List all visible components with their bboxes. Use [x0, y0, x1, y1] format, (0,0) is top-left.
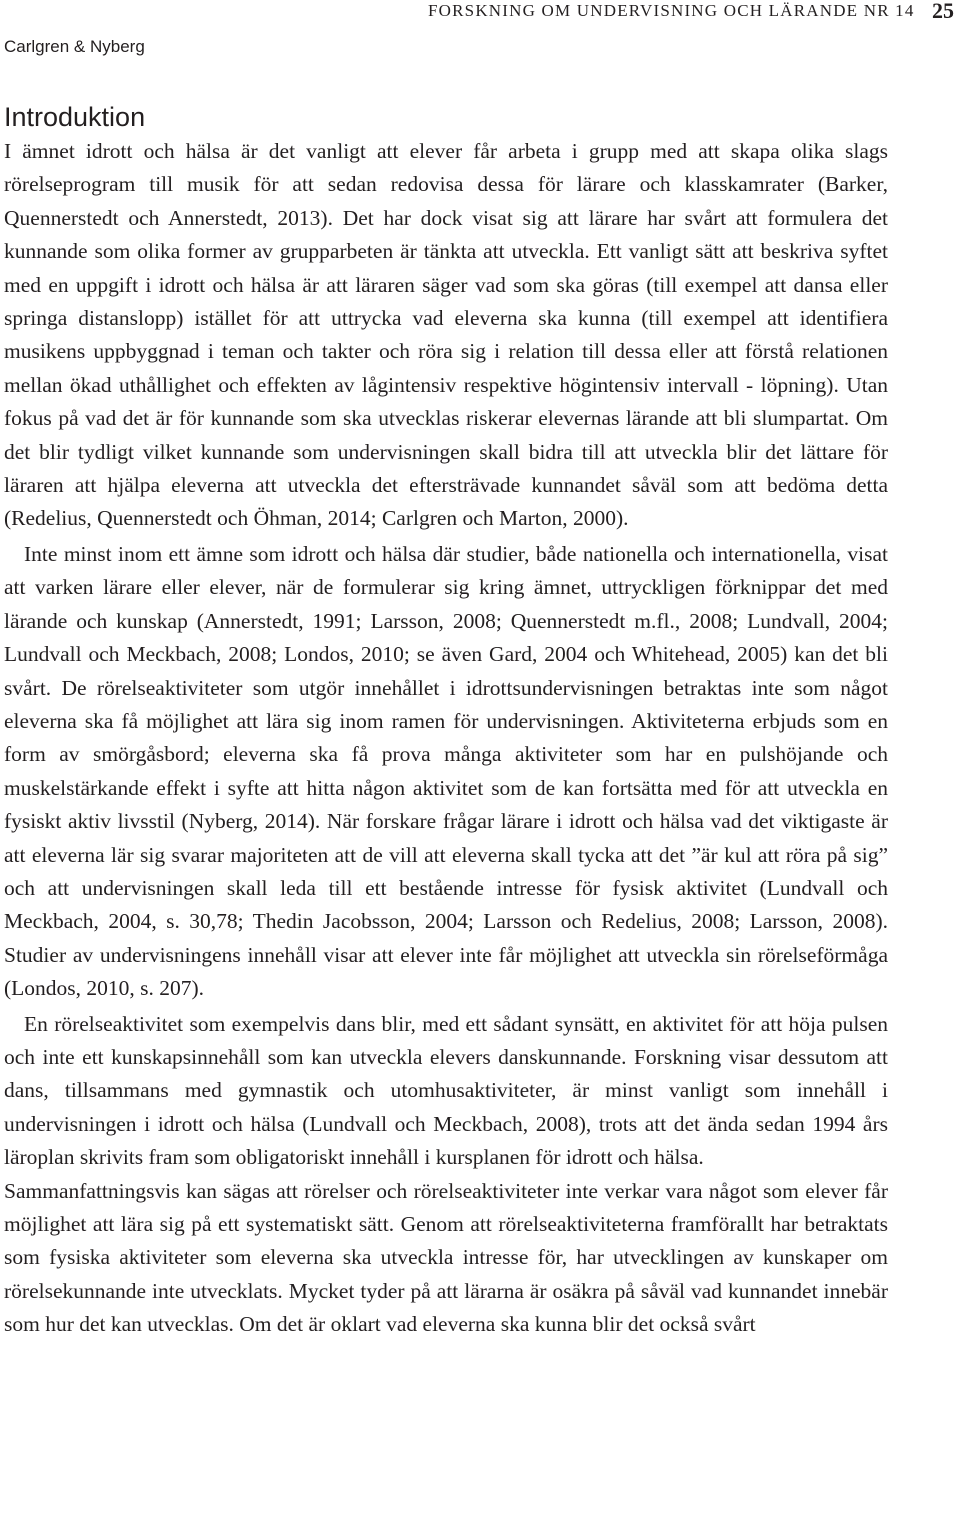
paragraph-3: En rörelseaktivitet som exempelvis dans blir, med ett sådant synsätt, en aktivitet för att höja pulsen och inte ett kunskapsinnehåll som kan utveckla elevers danskunnande. Forskning visar dessutom att dans, tillsammans med gymnastik och utomhusaktiviteter, är minst vanligt som innehåll i undervisningen i idrott och hälsa (Lundvall och Meckbach, 2008), trots att det ända sedan 1994 års läroplan skrivits fram som obligatoriskt innehåll i kursplanen för idrott och hälsa.: [4, 1011, 888, 1170]
author-names: Carlgren & Nyberg: [4, 37, 145, 56]
running-head: FORSKNING OM UNDERVISNING OCH LÄRANDE NR 14: [428, 1, 915, 20]
main-content: [4, 100, 888, 1342]
paragraph-2: Inte minst inom ett ämne som idrott och hälsa där studier, både nationella och internationella, visat att varken lärare eller elever, när de formulerar sig kring ämnet, uttryckligen förknippar det med lärande och kunskap (Annerstedt, 1991; Larsson, 2008; Quennerstedt m.fl., 2008; Lundvall, 2004; Lundvall och Meckbach, 2008; Londos, 2010; se även Gard, 2004 och Whitehead, 2005) kan det bli svårt. De rörelseaktiviteter som utgör innehållet i idrottsundervisningen betraktas inte som något eleverna ska få möjlighet att lära sig inom ramen för undervisningen. Aktiviteterna erbjuds som en form av smörgåsbord; eleverna ska få prova många aktiviteter som har en pulshöjande och muskelstärkande effekt i syfte att hitta någon aktivitet som de kan fortsätta med för att utveckla en fysiskt aktiv livsstil (Nyberg, 2014). När forskare frågar lärare i idrott och hälsa vad det viktigaste är att eleverna lär sig svarar majoriteten att de vill att eleverna skall tycka att det ”är kul att röra på sig” och att undervisningen skall leda till ett bestående intresse för fysisk aktivitet (Lundvall och Meckbach, 2004, s. 30,78; Thedin Jacobsson, 2004; Larsson och Redelius, 2008; Larsson, 2008). Studier av undervisningens innehåll visar att elever inte får möjlighet att utveckla sin rörelseförmåga (Londos, 2010, s. 207).: [4, 541, 888, 1001]
paragraph-4: Sammanfattningsvis kan sägas att rörelser och rörelseaktiviteter inte verkar vara något som elever får möjlighet att lära sig på ett systematiskt sätt. Genom att rörelseaktiviteterna framförallt har betraktats som fysiska aktiviteter som eleverna ska utveckla intresse för, har utvecklingen av kunskaper om rörelsekunnande inte utvecklats. Mycket tyder på att lärarna är osäkra på såväl vad kunnandet innebär som hur det kan utvecklas. Om det är oklart vad eleverna ska kunna blir det också svårt: [4, 1178, 888, 1337]
page-number: 25: [932, 0, 954, 23]
section-heading: Introduktion: [4, 102, 146, 132]
paragraph-1: I ämnet idrott och hälsa är det vanligt att elever får arbeta i grupp med att skapa olika slags rörelseprogram till musik för att sedan redovisa dessa för lärare och klasskamrater (Barker, Quennerstedt och Annerstedt, 2013). Det har dock visat sig att lärare har svårt att formulera det kunnande som olika former av grupparbeten är tänkta att utveckla. Ett vanligt sätt att beskriva syftet med en uppgift i idrott och hälsa är att läraren säger vad som ska göras (till exempel att dansa eller springa distanslopp) istället för att uttrycka vad eleverna ska kunna (till exempel att identifiera musikens uppbyggnad i teman och takter och röra sig i relation till dessa eller att förstå relationen mellan ökad uthållighet och effekten av lågintensiv respektive högintensiv intervall - löpning). Utan fokus på vad det är för kunnande som ska utvecklas riskerar elevernas lärande att bli slumpartat. Om det blir tydligt vilket kunnande som undervisningen skall bidra till att utveckla blir det lättare för läraren att hjälpa eleverna att utveckla det eftersträvade kunnandet såväl som att bedöma detta (Redelius, Quennerstedt och Öhman, 2014; Carlgren och Marton, 2000).: [4, 139, 888, 531]
